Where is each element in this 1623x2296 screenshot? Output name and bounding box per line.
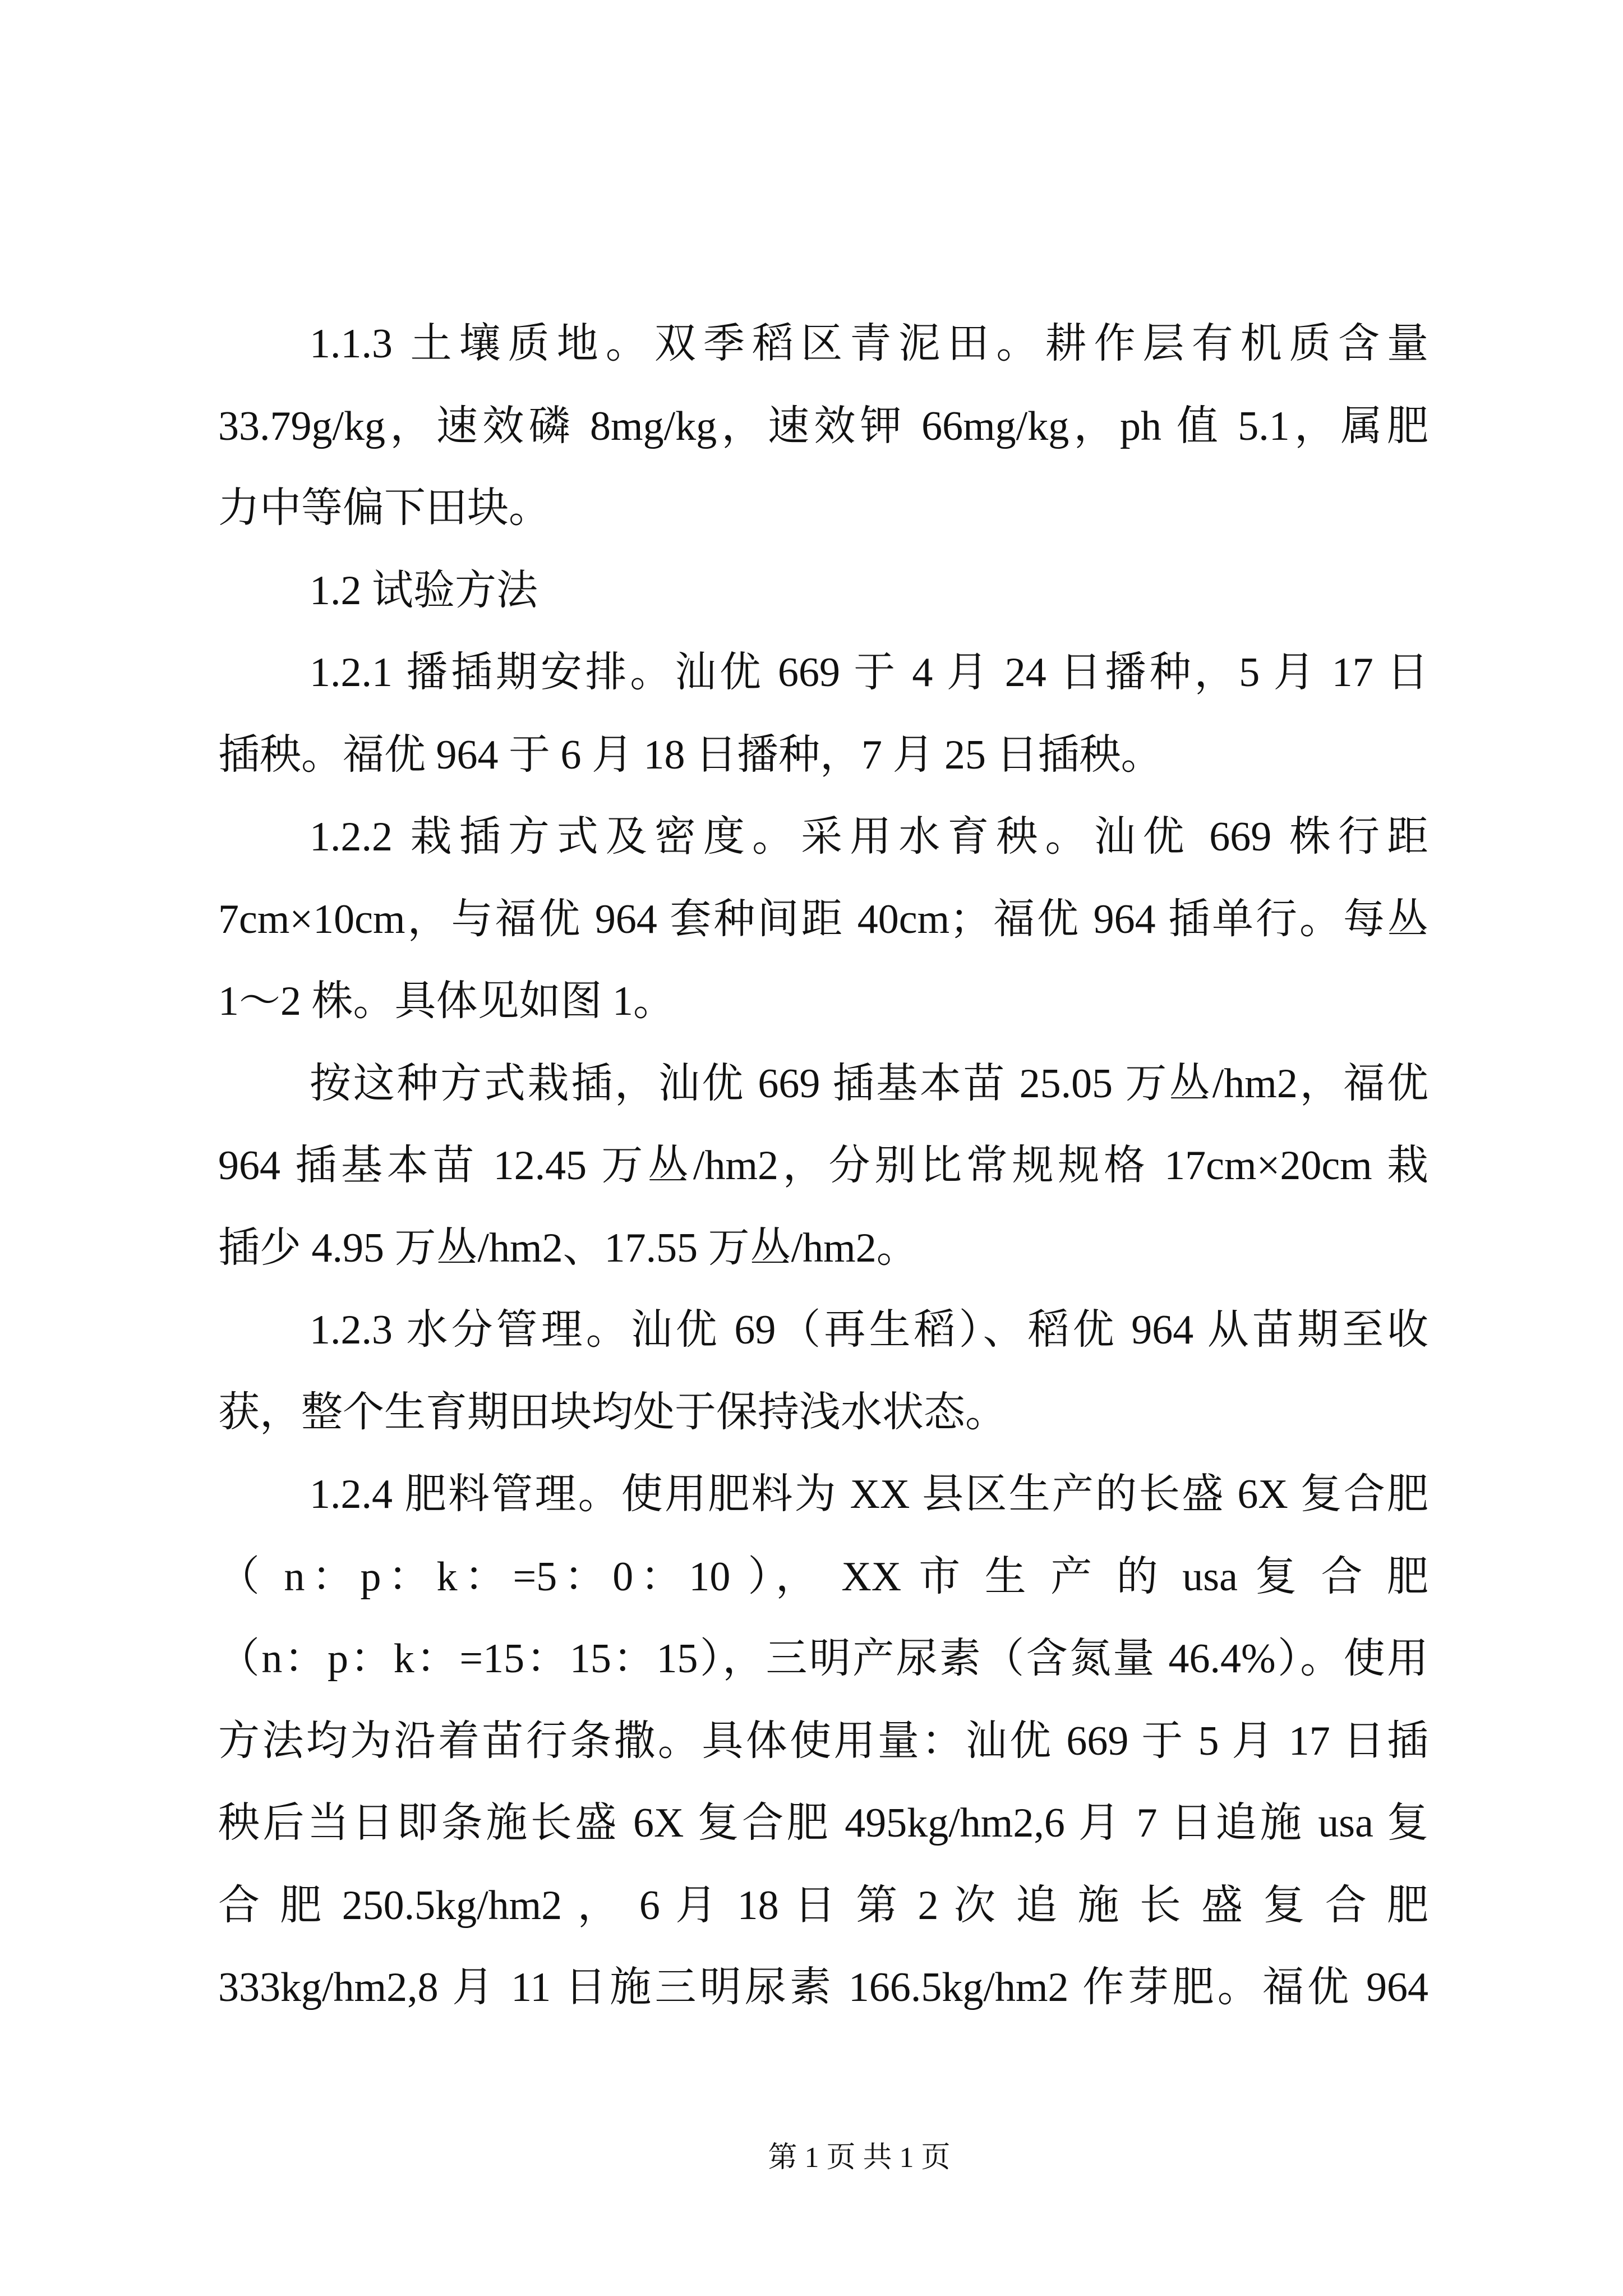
text-line: 7cm×10cm，与福优 964 套种间距 40cm；福优 964 插单行。每丛	[218, 896, 1428, 942]
text-line: 1.2.4 肥料管理。使用肥料为 XX 县区生产的长盛 6X 复合肥	[310, 1471, 1428, 1517]
text-line: 力中等偏下田块。	[218, 485, 550, 531]
text-line: 1～2 株。具体见如图 1。	[218, 978, 675, 1024]
text-line: 秧后当日即条施长盛 6X 复合肥 495kg/hm2,6 月 7 日追施 usa 复	[218, 1800, 1428, 1846]
text-line: 1.1.3 土壤质地。双季稻区青泥田。耕作层有机质含量	[310, 321, 1428, 367]
section-heading: 1.2 试验方法	[310, 567, 538, 614]
text-line: 1.2.2 栽插方式及密度。采用水育秧。汕优 669 株行距	[310, 814, 1428, 860]
text-line: 33.79g/kg，速效磷 8mg/kg，速效钾 66mg/kg，ph 值 5.1，属肥	[218, 403, 1428, 449]
text-line: 方法均为沿着苗行条撒。具体使用量：汕优 669 于 5 月 17 日插	[218, 1718, 1428, 1764]
text-line: （ n：p：k：=5：0：10 ）， XX 市 生 产 的 usa 复 合 肥	[218, 1553, 1428, 1600]
text-line: 合 肥 250.5kg/hm2 ， 6 月 18 日 第 2 次 追 施 长 盛 复 合 肥	[218, 1882, 1428, 1929]
text-line: 插少 4.95 万丛/hm2、17.55 万丛/hm2。	[218, 1225, 918, 1271]
text-line: 333kg/hm2,8 月 11 日施三明尿素 166.5kg/hm2 作芽肥。福优 964	[218, 1964, 1428, 2010]
text-line: （n：p：k：=15：15：15），三明产尿素（含氮量 46.4%）。使用	[218, 1636, 1428, 1682]
text-line: 获，整个生育期田块均处于保持浅水状态。	[218, 1389, 1007, 1435]
text-line: 1.2.3 水分管理。汕优 69（再生稻）、稻优 964 从苗期至收	[310, 1307, 1428, 1353]
text-line: 按这种方式栽插，汕优 669 插基本苗 25.05 万丛/hm2，福优	[310, 1060, 1428, 1107]
text-line: 1.2.1 播插期安排。汕优 669 于 4 月 24 日播种，5 月 17 日	[310, 650, 1428, 696]
text-line: 插秧。福优 964 于 6 月 18 日播种，7 月 25 日插秧。	[218, 731, 1163, 778]
page-footer: 第 1 页 共 1 页	[768, 2142, 951, 2174]
text-line: 964 插基本苗 12.45 万丛/hm2，分别比常规规格 17cm×20cm 栽	[218, 1143, 1428, 1189]
